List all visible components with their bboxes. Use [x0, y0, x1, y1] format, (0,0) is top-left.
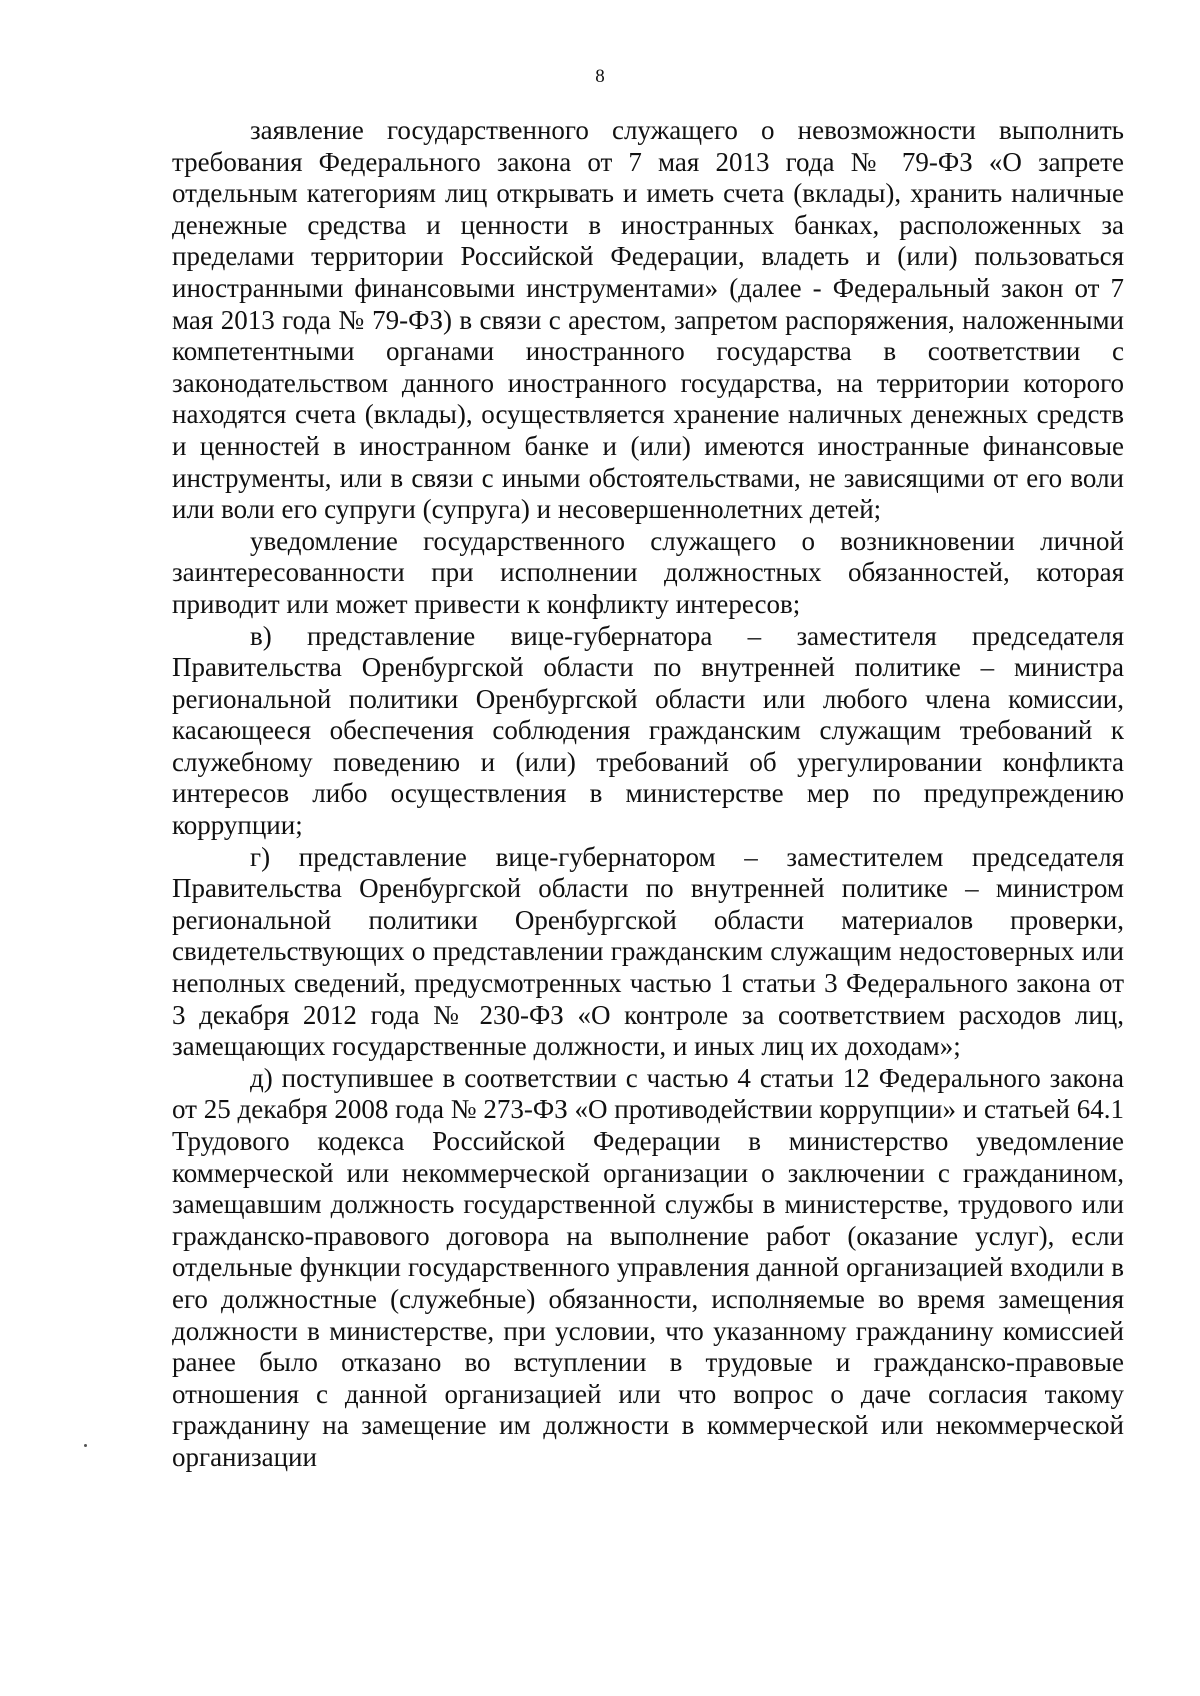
document-body — [172, 115, 1124, 1474]
paragraph-item-v: в) представление вице-губернатора – заместителя председателя Правительства Оренбургской области по внутренней политике – министра региональной политики Оренбургской области или любого члена комиссии, касающееся обеспечения соблюдения гражданским служащим требований к служебному поведению и (или) требований об урегулировании конфликта интересов либо осуществления в министерстве мер по предупреждению коррупции; — [172, 620, 1124, 841]
paragraph-conflict-notification: уведомление государственного служащего о возникновении личной заинтересованности при исполнении должностных обязанностей, которая приводит или может привести к конфликту интересов; — [172, 525, 1124, 619]
page-number: 8 — [595, 66, 605, 87]
paragraph-statement-of-impossibility: заявление государственного служащего о невозможности выполнить требования Федерального закона от 7 мая 2013 года № 79-ФЗ «О запрете отдельным категориям лиц открывать и иметь счета (вклады), хранить наличные денежные средства и ценности в иностранных банках, расположенных за пределами территории Российской Федерации, владеть и (или) пользоваться иностранными финансовыми инструментами» (далее - Федеральный закон от 7 мая 2013 года № 79-ФЗ) в связи с арестом, запретом распоряжения, наложенными компетентными органами иностранного государства в соответствии с законодательством данного иностранного государства, на территории которого находятся счета (вклады), осуществляется хранение наличных денежных средств и ценностей в иностранном банке и (или) имеются иностранные финансовые инструменты, или в связи с иными обстоятельствами, не зависящими от его воли или воли его супруги (супруга) и несовершеннолетних детей; — [172, 115, 1124, 525]
scan-speck — [84, 1444, 87, 1447]
paragraph-item-g: г) представление вице-губернатором – заместителем председателя Правительства Оренбургской области по внутренней политике – министром региональной политики Оренбургской области материалов проверки, свидетельствующих о представлении гражданским служащим недостоверных или неполных сведений, предусмотренных частью 1 статьи 3 Федерального закона от 3 декабря 2012 года № 230-ФЗ «О контроле за соответствием расходов лиц, замещающих государственные должности, и иных лиц их доходам»; — [172, 841, 1124, 1062]
paragraph-item-d: д) поступившее в соответствии с частью 4 статьи 12 Федерального закона от 25 декабря 2008 года № 273-ФЗ «О противодействии коррупции» и статьей 64.1 Трудового кодекса Российской Федерации в министерство уведомление коммерческой или некоммерческой организации о заключении с гражданином, замещавшим должность государственной службы в министерстве, трудового или гражданско-правового договора на выполнение работ (оказание услуг), если отдельные функции государственного управления данной организацией входили в его должностные (служебные) обязанности, исполняемые во время замещения должности в министерстве, при условии, что указанному гражданину комиссией ранее было отказано во вступлении в трудовые и гражданско-правовые отношения с данной организацией или что вопрос о даче согласия такому гражданину на замещение им должности в коммерческой или некоммерческой организации — [172, 1062, 1124, 1472]
